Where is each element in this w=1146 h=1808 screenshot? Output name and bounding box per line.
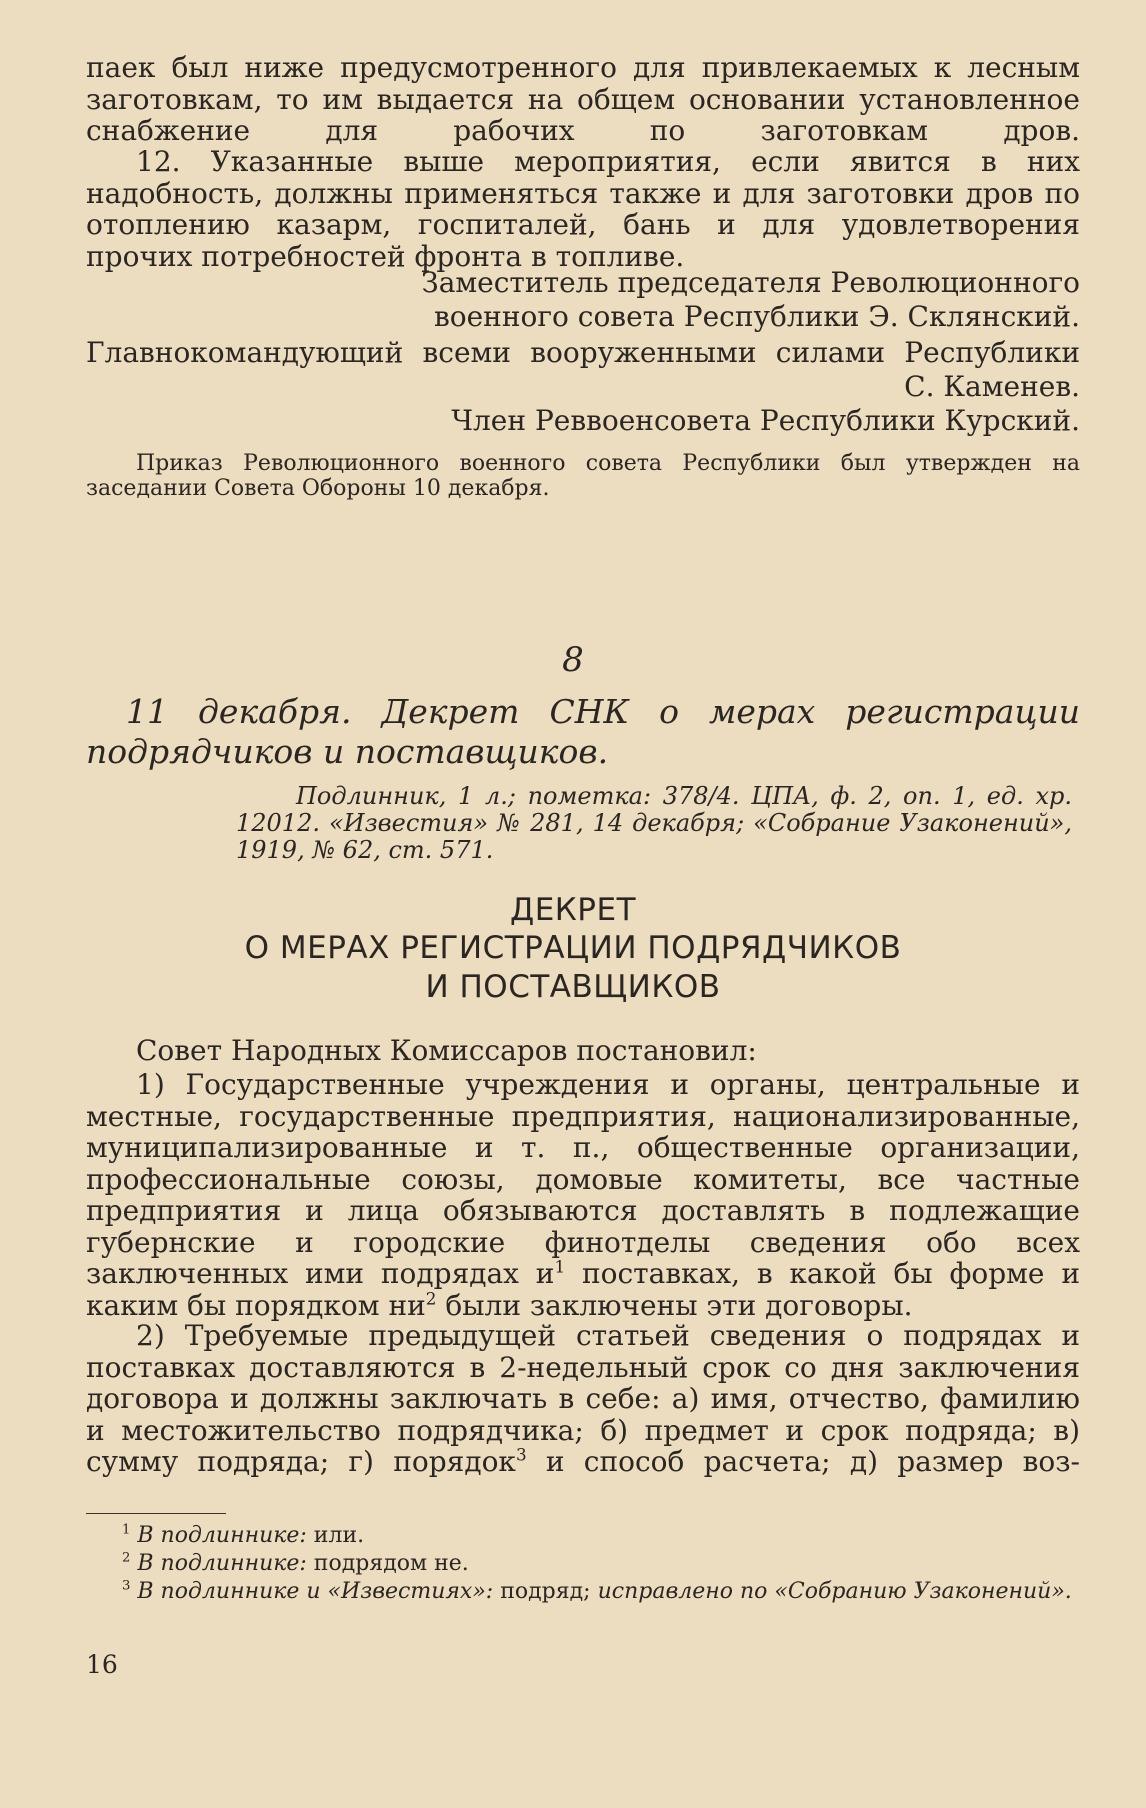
footnote-divider xyxy=(86,1513,226,1514)
article-1: 1) Государственные учреждения и органы, центральные и местные, государственные предприятия, национализированные, муниципализированные и т. п., общественные организации, профессиональные союзы, домовые комитеты, все частные предприятия и лица обязываются доставлять в подлежащие губернские и городские финотделы сведения обо всех заключенных ими подрядах $и^1$ поставках, в какой бы форме и каким бы порядком $ни^2$ были заключены эти договоры. xyxy=(86,1068,1080,1322)
footnote-2: $^2$ В подлиннике: подрядом не. xyxy=(122,1550,469,1576)
signature-kamenev: Главнокомандующий всеми вооруженными силами Республики С. Каменев. xyxy=(86,336,1080,403)
signature-sklyansky: Заместитель председателя Революционного военного совета Республики Э. Склянский. xyxy=(421,266,1080,333)
approval-note: Приказ Революционного военного совета Республики был утвержден на заседании Совета Обороны 10 декабря. xyxy=(86,451,1080,501)
article-2: 2) Требуемые предыдущей статьей сведения о подрядах и поставках доставляются в 2-недельный срок со дня заключения договора и должны заключать в себе: а) имя, отчество, фамилию и местожительство подрядчика; б) предмет и срок подряда; в) сумму подряда; г) порядок$^3$ и способ расчета; д) размер воз- xyxy=(86,1319,1081,1478)
decree-title-2: О МЕРАХ РЕГИСТРАЦИИ ПОДРЯДЧИКОВ xyxy=(244,930,902,966)
footnote-1: $^1$ В подлиннике: или. xyxy=(122,1522,365,1548)
signature-kursky: Член Реввоенсовета Республики Курский. xyxy=(451,404,1080,437)
footnote-3: $^3$ В подлиннике и «Известиях»: подряд; исправлено по «Собранию Узаконений». xyxy=(122,1578,1072,1604)
decree-title-3: И ПОСТАВЩИКОВ xyxy=(425,969,721,1005)
document-number: 8 xyxy=(562,640,584,680)
decree-title-1: ДЕКРЕТ xyxy=(509,892,637,928)
document-heading: 11 декабря. Декрет СНК о мерах регистрации подрядчиков и поставщиков. xyxy=(86,692,1080,771)
source-reference: Подлинник, 1 л.; пометка: 378/4. ЦПА, ф. 2, оп. 1, ед. хр. 12012. «Известия» № 281, 14 декабря; «Собрание Узаконений», 1919, № 62, ст. 571. xyxy=(236,782,1072,864)
decree-intro: Совет Народных Комиссаров постановил: xyxy=(136,1034,757,1067)
page-number: 16 xyxy=(86,1650,118,1679)
paragraph-top-1: паек был ниже предусмотренного для привлекаемых к лесным заготовкам, то им выдается на общем основании установленное снабжение для рабочих по заготовкам дров. xyxy=(86,51,1080,147)
paragraph-item-12: 12. Указанные выше мероприятия, если явится в них надобность, должны применяться также и для заготовки дров по отоплению казарм, госпиталей, бань и для удовлетворения прочих потребностей фронта в топливе. xyxy=(86,145,1080,273)
